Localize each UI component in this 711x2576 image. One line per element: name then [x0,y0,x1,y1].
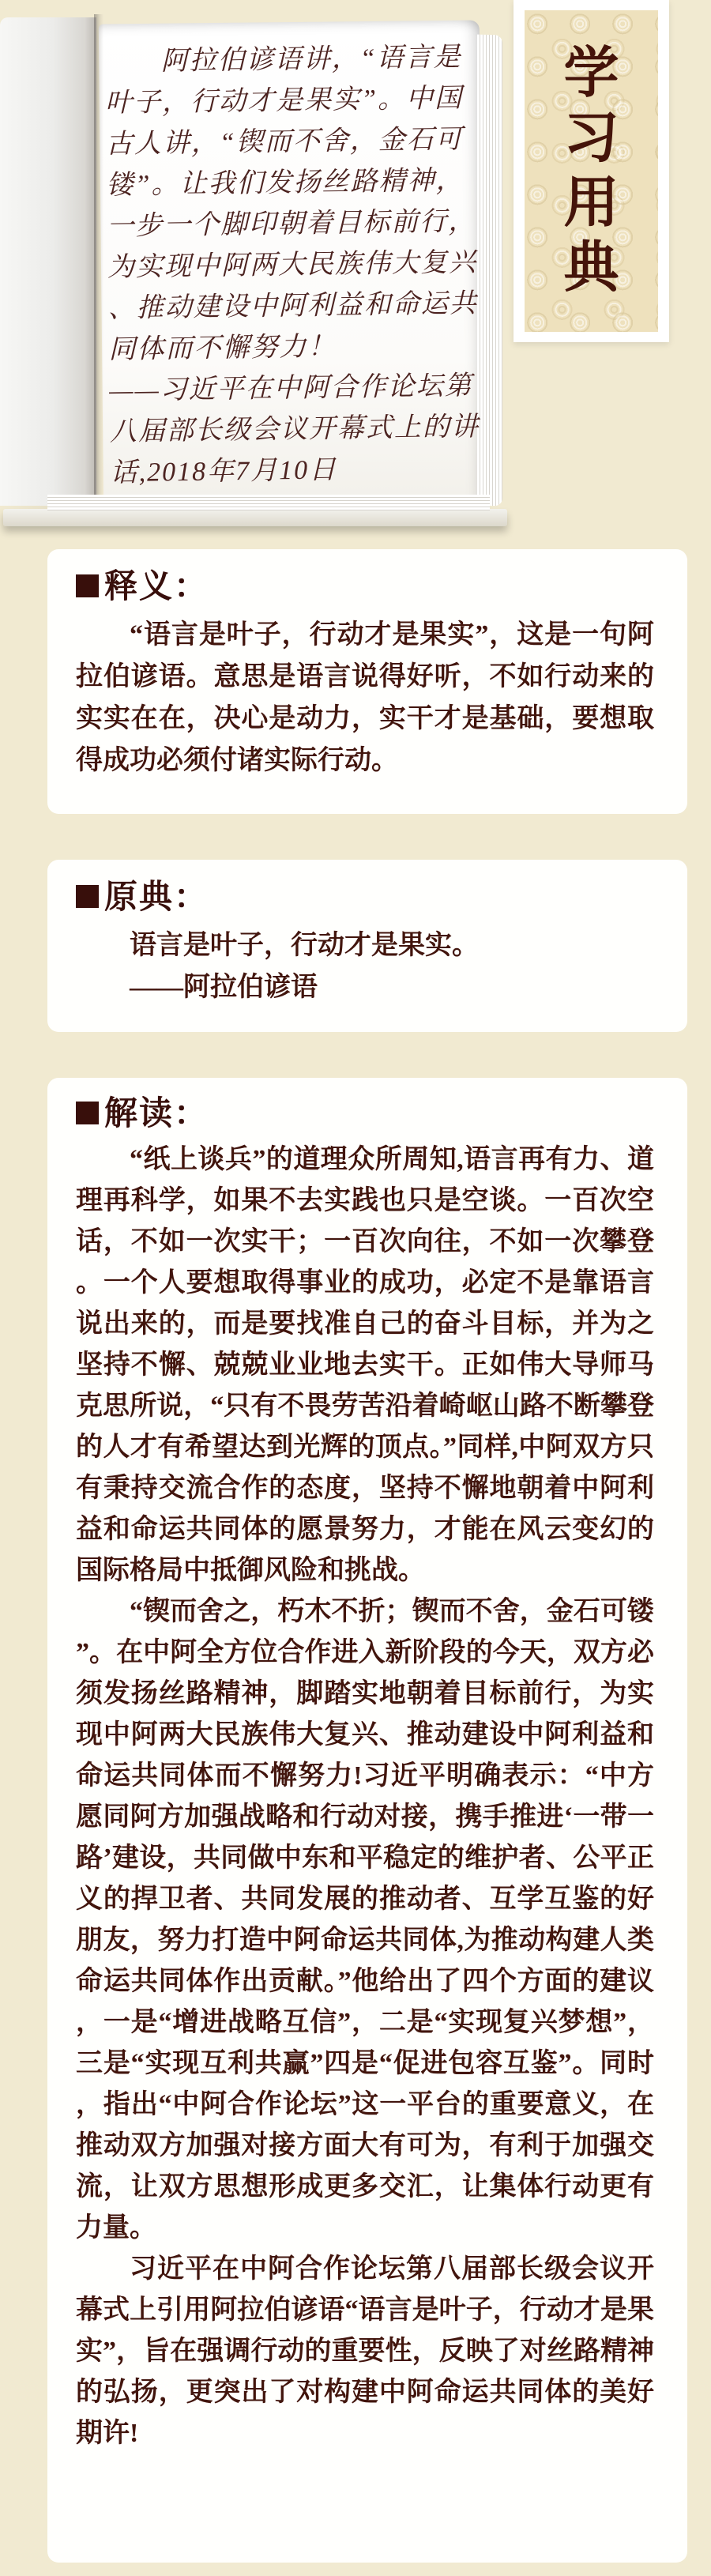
vertical-title-banner [514,0,669,342]
square-bullet-icon [76,885,99,908]
proverb-source: ——阿拉伯谚语 [130,973,318,1002]
section-card-interpretation [47,549,687,814]
book-text-line: 为实现中阿两大民族伟大复兴 [107,247,478,283]
book-text-line: 八届部长级会议开幕式上的讲 [109,412,480,447]
section-body [76,614,654,781]
section-title: 原典： [104,879,209,916]
section-header [76,1097,654,1132]
banner-title-char: 用 [563,172,619,234]
section-card-original-text [47,860,687,1032]
paragraph: “语言是叶子，行动才是果实”，这是一句阿拉伯谚语。意思是语言说得好听，不如行动来的实实在在，决心是动力，实干才是基础，要想取得成功必须付诸实际行动。 [76,620,654,775]
book-left-page [0,17,96,506]
book-handwritten-text [104,37,485,495]
banner-title-char: 学 [563,43,619,104]
book-page-stack [47,495,490,510]
book-text-line: 阿拉伯谚语讲，“语言是 [160,43,462,77]
paragraph: 习近平在中阿合作论坛第八届部长级会议开幕式上引用阿拉伯谚语“语言是叶子，行动才是果实”，旨在强调行动的重要性，反映了对丝路精神的弘扬，更突出了对构建中阿命运共同体的美好期许! [76,2254,654,2448]
section-body [76,925,654,1008]
book-text-line: 一步一个脚印朝着目标前行， [107,206,477,242]
section-header [76,880,654,915]
book-text-line: 古人讲，“锲而不舍，金石可 [105,125,464,160]
book-text-line: 话,2018年7月10日 [110,455,338,488]
section-title: 解读： [104,1096,209,1132]
section-card-analysis [47,1078,687,2563]
book-text-line: 同体而不懈努力！ [108,332,337,365]
banner-title-char: 典 [563,237,619,299]
square-bullet-icon [76,1102,99,1124]
square-bullet-icon [76,574,99,597]
proverb-line: 语言是叶子，行动才是果实。 [130,931,479,960]
banner-pattern [525,10,658,332]
open-book-photo [0,8,512,523]
section-title: 释义： [104,569,209,605]
book-text-line: 叶子，行动才是果实”。中国 [104,84,464,119]
book-text-line: 镂”。让我们发扬丝路精神， [106,165,465,201]
book-text-line: 、推动建设中阿利益和命运共 [107,288,478,324]
paragraph: “纸上谈兵”的道理众所周知,语言再有力、道理再科学，如果不去实践也只是空谈。一百次空话，不如一次实干；一百次向往，不如一次攀登。一个人要想取得事业的成功，必定不是靠语言说出来的，而是要找准自己的奋斗目标，并为之坚持不懈、兢兢业业地去实干。正如伟大导师马克思所说，“只有不畏劳苦沿着崎岖山路不断攀登的人才有希望达到光辉的顶点。”同样,中阿双方只有秉持交流合作的态度，坚持不懈地朝着中阿利益和命运共同体的愿景努力，才能在风云变幻的国际格局中抵御风险和挑战。 [76,1145,654,1585]
book-text-line: ——习近平在中阿合作论坛第 [108,371,473,406]
section-body [76,1139,654,2454]
banner-title-char: 习 [563,107,619,169]
paragraph: “锲而舍之，朽木不折；锲而不舍，金石可镂”。在中阿全方位合作进入新阶段的今天，双方必须发扬丝路精神，脚踏实地朝着目标前行，为实现中阿两大民族伟大复兴、推动建设中阿利益和命运共同体而不懈努力!习近平明确表示：“中方愿同阿方加强战略和行动对接，携手推进‘一带一路’建设，共同做中东和平稳定的维护者、公平正义的捍卫者、共同发展的推动者、互学互鉴的好朋友，努力打造中阿命运共同体,为推动构建人类命运共同体作出贡献。”他给出了四个方面的建议，一是“增进战略互信”，二是“实现复兴梦想”，三是“实现互利共赢”四是“促进包容互鉴”。同时，指出“中阿合作论坛”这一平台的重要意义，在推动双方加强对接方面大有可为，有利于加强交流，让双方思想形成更多交汇，让集体行动更有力量。 [76,1597,654,2243]
book-cover-edge [3,509,507,526]
book-gutter [94,14,103,507]
section-header [76,570,654,604]
